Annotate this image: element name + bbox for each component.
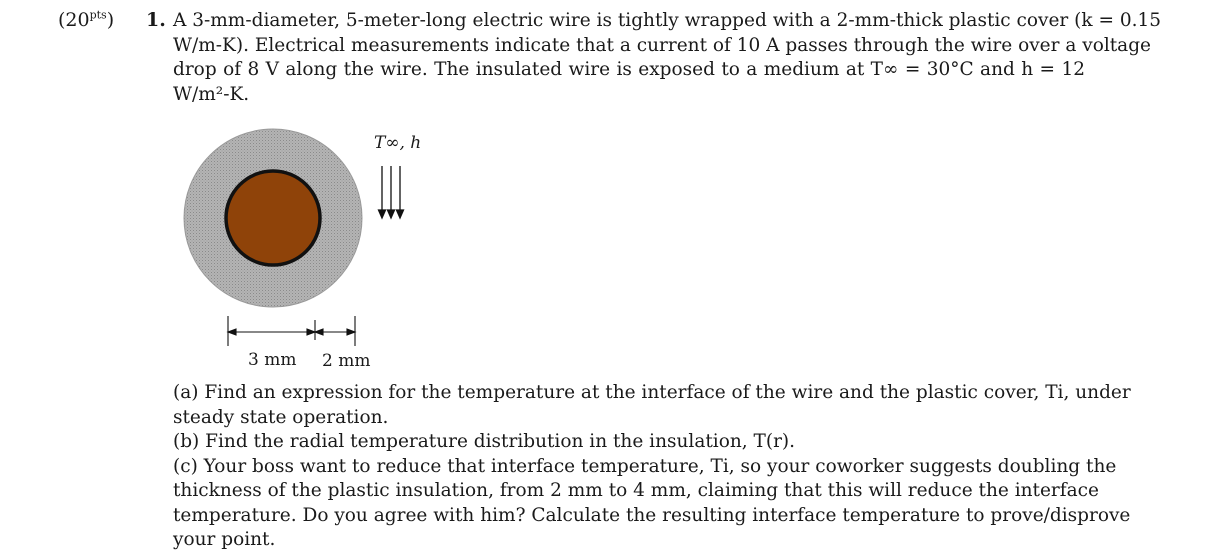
part-c-line-3: temperature. Do you agree with him? Calculate the resulting interface temperature to prove/disprove xyxy=(173,504,1131,526)
problem-statement xyxy=(173,9,1162,107)
part-c-line-1: (c) Your boss want to reduce that interface temperature, Ti, so your coworker suggests doubling the xyxy=(173,455,1117,477)
statement-line-4: W/m²-K. xyxy=(173,83,250,105)
part-a-line-2: steady state operation. xyxy=(173,406,389,428)
part-a-line-1: (a) Find an expression for the temperature at the interface of the wire and the plastic cover, Ti, under xyxy=(173,382,1131,403)
wire-cross-section-figure xyxy=(178,128,438,378)
cover-thickness-label: 2 mm xyxy=(322,351,371,371)
environment-label: T∞, h xyxy=(374,133,422,153)
question-number: 1. xyxy=(146,9,166,31)
part-c-line-2: thickness of the plastic insulation, from 2 mm to 4 mm, claiming that this will reduce the interface xyxy=(173,480,1099,501)
statement-line-2: W/m-K). Electrical measurements indicate that a current of 10 A passes through the wire over a voltage xyxy=(173,34,1152,56)
statement-line-1: A 3-mm-diameter, 5-meter-long electric wire is tightly wrapped with a 2-mm-thick plastic cover (k = 0.15 xyxy=(173,10,1162,31)
question-parts xyxy=(173,381,1131,553)
wire-diameter-label: 3 mm xyxy=(248,350,297,370)
part-c-line-4: your point. xyxy=(173,529,276,550)
statement-line-3: drop of 8 V along the wire. The insulated wire is exposed to a medium at T∞ = 30°C and h = 12 xyxy=(173,59,1085,80)
heat-flux-arrows xyxy=(379,166,404,218)
part-b-line: (b) Find the radial temperature distribution in the insulation, T(r). xyxy=(173,431,796,452)
dimension-lines xyxy=(228,316,355,346)
wire-core xyxy=(226,171,320,265)
points-label: $(20^{pts})$ xyxy=(58,8,115,31)
